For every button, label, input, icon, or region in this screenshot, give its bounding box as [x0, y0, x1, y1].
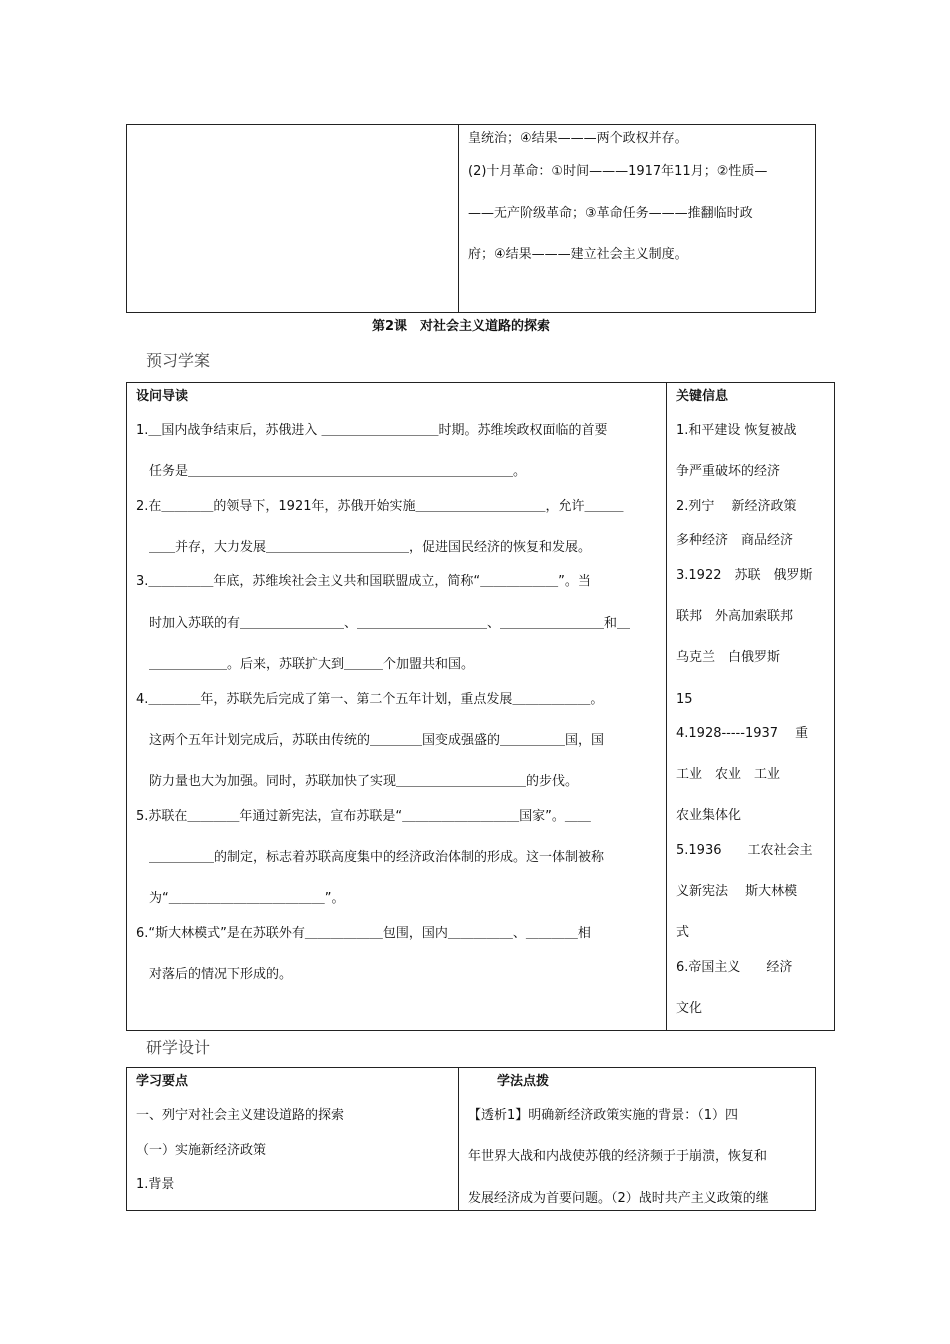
preview-heading: 预习学案: [146, 351, 211, 370]
question-line: 6.“斯大林模式”是在苏联外有＿＿＿＿＿＿包围，国内＿＿＿＿＿、＿＿＿＿相: [136, 926, 591, 941]
key-info-line: 1.和平建设 恢复被战: [676, 423, 797, 438]
top-line-1: 皇统治；④结果———两个政权并存。: [468, 131, 688, 146]
study-table-divider: [458, 1067, 459, 1211]
question-line: ＿＿＿＿＿＿。后来，苏联扩大到＿＿＿个加盟共和国。: [136, 657, 475, 672]
study-left-header: 学习要点: [136, 1074, 189, 1089]
question-line: 为“＿＿＿＿＿＿＿＿＿＿＿＿”。: [136, 891, 345, 906]
study-point-line: （一）实施新经济政策: [136, 1143, 267, 1158]
key-info-line: 多种经济 商品经济: [676, 533, 794, 548]
question-line: 防力量也大为加强。同时，苏联加快了实现＿＿＿＿＿＿＿＿＿＿的步伐。: [136, 774, 579, 789]
key-info-line: 式: [676, 925, 690, 940]
study-right-header: 学法点拨: [497, 1074, 550, 1089]
top-table-divider: [458, 124, 459, 313]
key-info-line: 争严重破坏的经济: [676, 464, 781, 479]
key-info-line: 文化: [676, 1001, 703, 1016]
key-info-line: 农业集体化: [676, 808, 742, 823]
question-line: 这两个五年计划完成后，苏联由传统的＿＿＿＿国变成强盛的＿＿＿＿＿国，国: [136, 733, 605, 748]
key-info-line: 联邦 外高加索联邦: [676, 609, 794, 624]
top-line-2: (2)十月革命：①时间———1917年11月；②性质—: [468, 164, 768, 179]
study-point-line: 一、列宁对社会主义建设道路的探索: [136, 1108, 345, 1123]
key-info-line: 6.帝国主义 经济: [676, 960, 793, 975]
preview-left-header: 设问导读: [136, 389, 189, 404]
preview-table-divider: [666, 382, 667, 1031]
question-line: 2.在＿＿＿＿的领导下，1921年，苏俄开始实施＿＿＿＿＿＿＿＿＿＿，允许＿＿＿: [136, 499, 624, 514]
question-line: 对落后的情况下形成的。: [136, 967, 293, 982]
question-line: 任务是＿＿＿＿＿＿＿＿＿＿＿＿＿＿＿＿＿＿＿＿＿＿＿＿＿。: [136, 464, 527, 479]
study-heading: 研学设计: [146, 1038, 211, 1057]
question-line: 1.＿国内战争结束后，苏俄进入 ＿＿＿＿＿＿＿＿＿时期。苏维埃政权面临的首要: [136, 423, 608, 438]
question-line: ＿＿＿＿＿的制定，标志着苏联高度集中的经济政治体制的形成。这一体制被称: [136, 850, 605, 865]
question-line: 3.＿＿＿＿＿年底，苏维埃社会主义共和国联盟成立，简称“＿＿＿＿＿＿”。当: [136, 574, 591, 589]
key-info-line: 4.1928-----1937 重: [676, 726, 809, 741]
preview-right-header: 关键信息: [676, 389, 729, 404]
study-point-line: 1.背景: [136, 1177, 175, 1192]
key-info-line: 15: [676, 692, 693, 707]
question-line: 5.苏联在＿＿＿＿年通过新宪法，宣布苏联是“＿＿＿＿＿＿＿＿＿国家”。＿＿: [136, 809, 591, 824]
key-info-line: 工业 农业 工业: [676, 767, 781, 782]
top-line-3: ——无产阶级革命；③革命任务———推翻临时政: [468, 206, 753, 221]
method-tip-line: 年世界大战和内战使苏俄的经济频于于崩溃，恢复和: [468, 1149, 768, 1164]
key-info-line: 3.1922 苏联 俄罗斯: [676, 568, 813, 583]
top-line-4: 府；④结果———建立社会主义制度。: [468, 247, 688, 262]
question-line: 时加入苏联的有＿＿＿＿＿＿＿＿、＿＿＿＿＿＿＿＿＿＿、＿＿＿＿＿＿＿＿和＿: [136, 616, 631, 631]
key-info-line: 乌克兰 白俄罗斯: [676, 650, 781, 665]
question-line: ＿＿并存，大力发展＿＿＿＿＿＿＿＿＿＿＿，促进国民经济的恢复和发展。: [136, 540, 592, 555]
lesson-title: 第2课 对社会主义道路的探索: [372, 319, 551, 334]
key-info-line: 2.列宁 新经济政策: [676, 499, 797, 514]
question-line: 4.＿＿＿＿年，苏联先后完成了第一、第二个五年计划，重点发展＿＿＿＿＿＿。: [136, 692, 604, 707]
method-tip-line: 发展经济成为首要问题。（2）战时共产主义政策的继: [468, 1191, 769, 1206]
method-tip-line: 【透析1】明确新经济政策实施的背景：（1）四: [468, 1108, 739, 1123]
key-info-line: 义新宪法 斯大林模: [676, 884, 798, 899]
key-info-line: 5.1936 工农社会主: [676, 843, 813, 858]
